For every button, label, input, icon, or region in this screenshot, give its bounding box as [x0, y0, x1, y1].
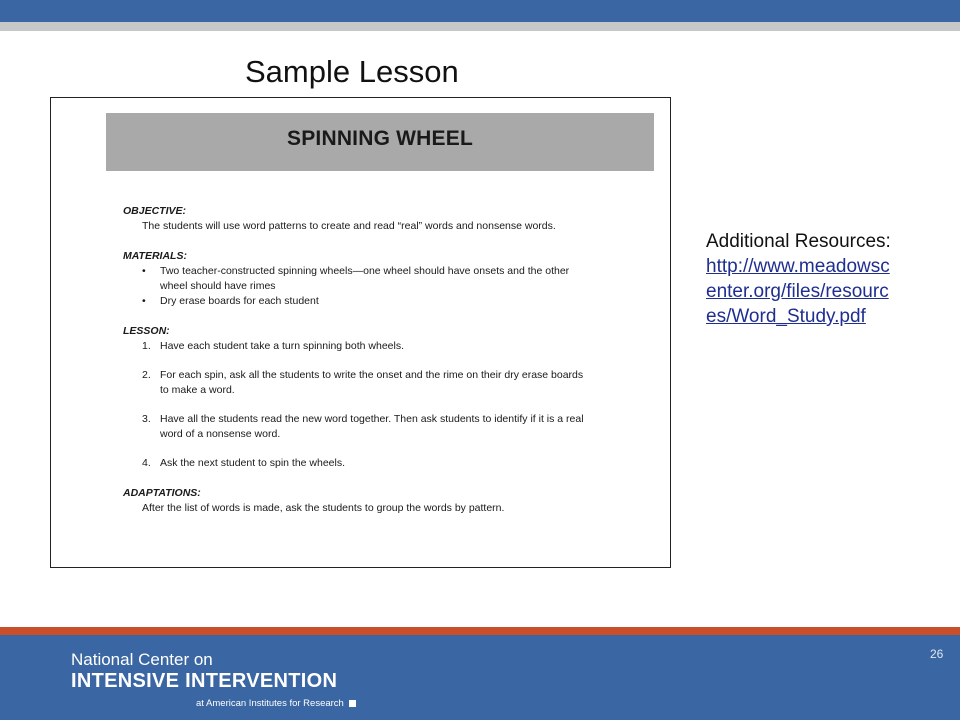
adaptations-text: After the list of words is made, ask the students to group the words by pattern.: [142, 502, 505, 514]
slide-title: Sample Lesson: [245, 54, 459, 89]
bullet-marker: •: [142, 295, 146, 307]
lesson-step: [142, 368, 643, 398]
bullet-marker: •: [142, 265, 146, 277]
bottom-accent-rule: [0, 627, 960, 635]
materials-item-line: Two teacher-constructed spinning wheels—one wheel should have onsets and the other: [160, 265, 570, 277]
resource-link-line: es/Word_Study.pdf: [706, 306, 866, 327]
square-icon: [349, 700, 356, 707]
step-number: 4.: [142, 457, 151, 469]
top-band: [0, 0, 960, 22]
step-text: Have all the students read the new word together. Then ask students to identify if it is a real: [160, 413, 584, 425]
step-number: 1.: [142, 340, 151, 352]
additional-resources: [706, 229, 946, 329]
materials-item: [142, 264, 643, 294]
materials-heading: MATERIALS:: [123, 250, 187, 262]
resources-label: Additional Resources:: [706, 231, 891, 252]
footer-org-affiliation: at American Institutes for Research: [196, 698, 344, 709]
materials-item-line: wheel should have rimes: [160, 280, 276, 292]
materials-item-line: Dry erase boards for each student: [160, 295, 319, 307]
step-number: 3.: [142, 413, 151, 425]
footer-org-line2: INTENSIVE INTERVENTION: [71, 670, 338, 692]
resource-link[interactable]: [706, 254, 946, 329]
lesson-header: SPINNING WHEEL: [106, 113, 654, 171]
lesson-step: [142, 412, 643, 442]
step-text: Have each student take a turn spinning both wheels.: [160, 340, 404, 352]
footer-org-line3: [196, 698, 356, 709]
step-text: Ask the next student to spin the wheels.: [160, 457, 346, 469]
lesson-image-frame: [50, 97, 671, 568]
top-rule: [0, 22, 960, 31]
resource-link-line: enter.org/files/resourc: [706, 281, 889, 302]
lesson-content: [123, 204, 643, 516]
step-number: 2.: [142, 369, 151, 381]
resource-link-line: http://www.meadowsc: [706, 256, 890, 277]
adaptations-heading: ADAPTATIONS:: [123, 487, 201, 499]
lesson-step: [142, 456, 643, 471]
lesson-heading: LESSON:: [123, 325, 170, 337]
materials-item: [142, 294, 643, 309]
objective-heading: OBJECTIVE:: [123, 205, 187, 217]
footer-org-line1: National Center on: [71, 650, 213, 669]
page-number: 26: [930, 647, 944, 661]
objective-text: The students will use word patterns to create and read “real” words and nonsense words.: [142, 220, 556, 232]
step-text: For each spin, ask all the students to write the onset and the rime on their dry erase boards: [160, 369, 584, 381]
step-text: word of a nonsense word.: [160, 428, 281, 440]
step-text: to make a word.: [160, 384, 235, 396]
lesson-step: [142, 339, 643, 354]
